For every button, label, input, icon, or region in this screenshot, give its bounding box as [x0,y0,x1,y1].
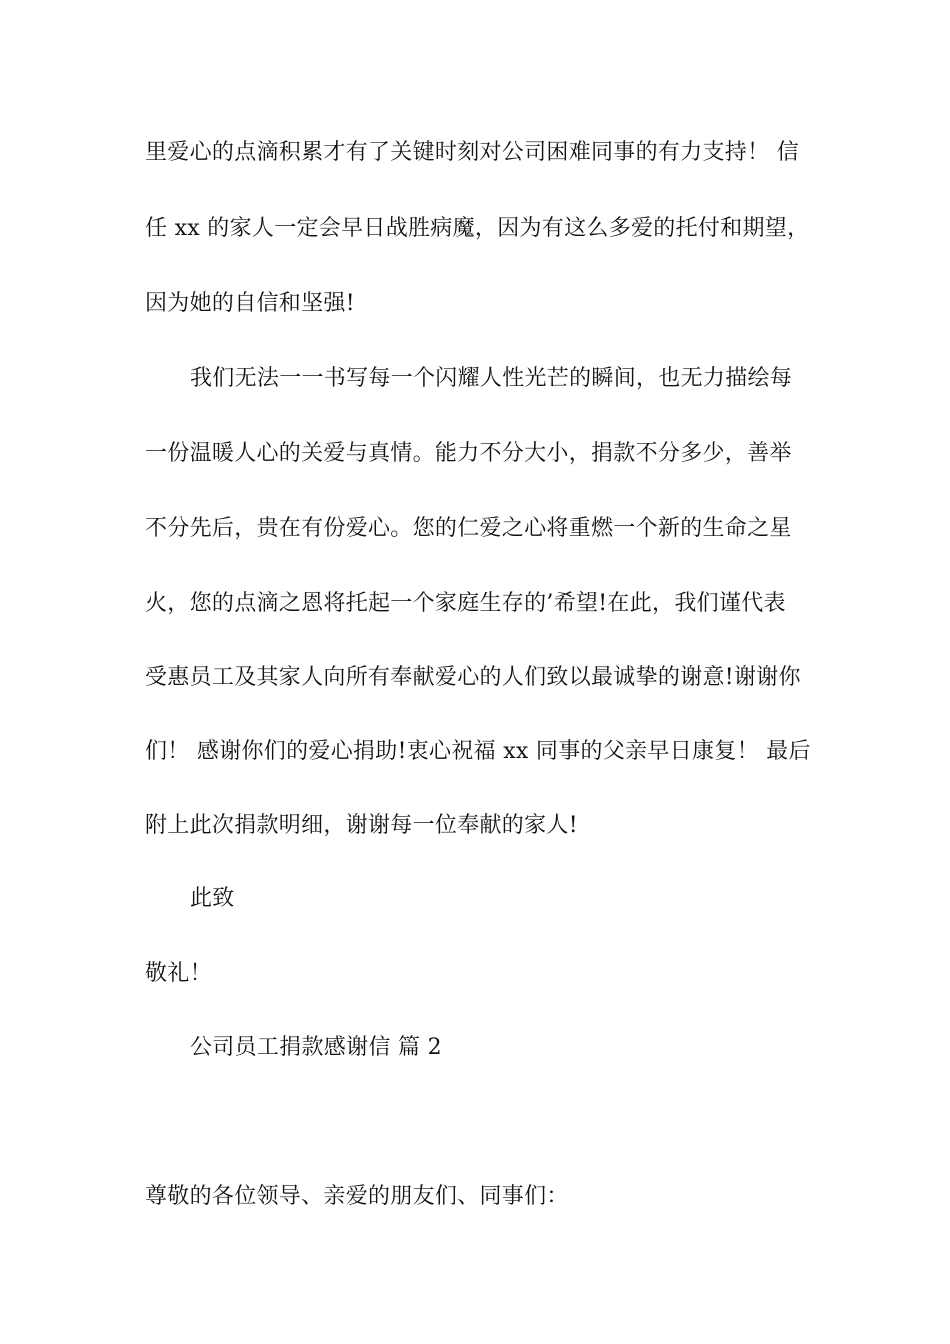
paragraph-line: 任 xx 的家人一定会早日战胜病魔，因为有这么多爱的托付和期望， [145,216,810,241]
paragraph-line: 受惠员工及其家人向所有奉献爱心的人们致以最诚挚的谢意!谢谢你 [145,665,801,690]
greeting-line: 尊敬的各位领导、亲爱的朋友们、同事们： [145,1184,569,1209]
paragraph-line: 里爱心的点滴积累才有了关键时刻对公司困难同事的有力支持！ 信 [145,140,799,165]
paragraph-line: 不分先后，贵在有份爱心。您的仁爱之心将重燃一个新的生命之星 [145,516,792,541]
paragraph-line: 火，您的点滴之恩将托起一个家庭生存的’希望!在此，我们谨代表 [145,591,786,616]
section-title: 公司员工捐款感谢信 篇 2 [190,1035,442,1060]
paragraph-line: 一份温暖人心的关爱与真情。能力不分大小，捐款不分多少，善举 [145,441,792,466]
paragraph-line: 们！ 感谢你们的爱心捐助!衷心祝福 xx 同事的父亲早日康复！ 最后 [145,739,811,764]
closing-salutation: 此致 [190,886,235,911]
paragraph-line: 附上此次捐款明细，谢谢每一位奉献的家人! [145,813,578,838]
closing-regards: 敬礼！ [145,961,212,986]
paragraph-line: 我们无法一一书写每一个闪耀人性光芒的瞬间，也无力描绘每 [190,366,793,391]
paragraph-line: 因为她的自信和坚强! [145,291,355,316]
